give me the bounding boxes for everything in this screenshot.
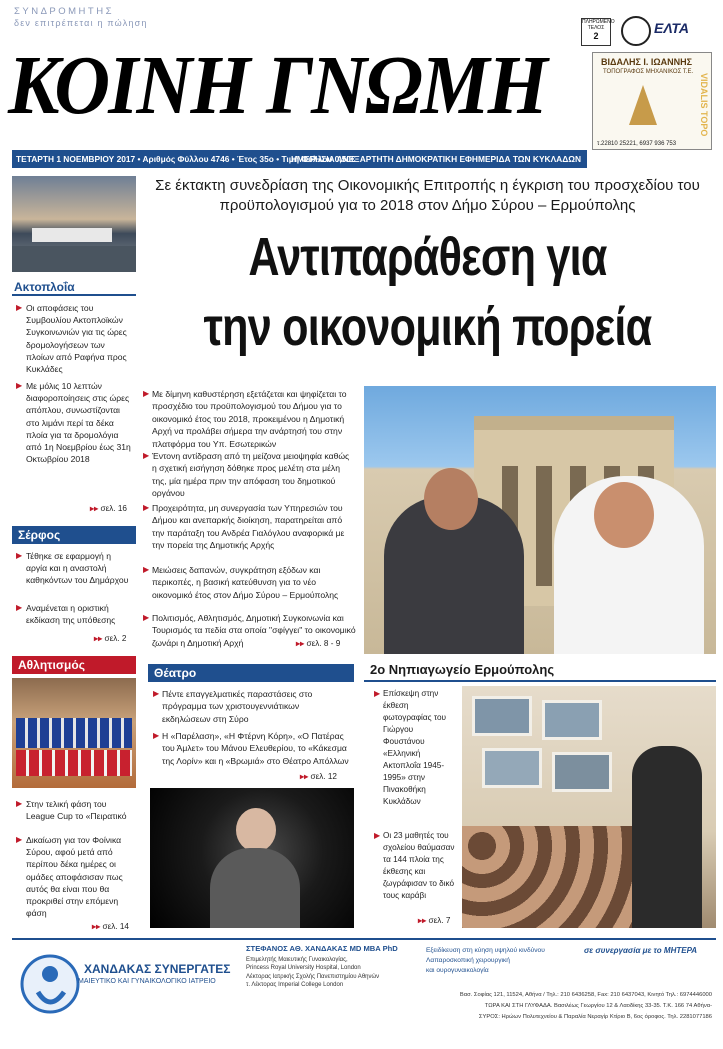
- not-for-sale-label: δεν επιτρέπεται η πώληση: [14, 18, 148, 28]
- credential-line: Επιμελητής Μαιευτικής Γυναικολογίας,: [246, 957, 348, 963]
- doctor-name: ΣΤΕΦΑΝΟΣ ΑΘ. ΧΑΝΔΑΚΑΣ MD MBA PhD: [246, 944, 398, 953]
- surveyor-advertisement[interactable]: [592, 52, 712, 150]
- theatre-item: ▶ Η «Παρέλαση», «Η Φτέρνη Κόρη», «Ο Πατέρας του Άμλετ» του Μάνου Ελευθερίου, το «Κάκεσμα της Λορίν» και η «Βρωμιά» στο Θέατρο Απόλλων: [153, 731, 349, 766]
- actress-body: [210, 848, 300, 928]
- credential-line: Λέκτορας Ιατρικής Σχολής Πανεπιστημίου Αθηνών: [246, 973, 380, 980]
- lead-bullet-text: Με δίμηνη καθυστέρηση εξετάζεται και ψηφίζεται το προσχέδιο του προϋπολογισμού του Δήμου για το οικονομικό έτος του 2018, προκειμένου η Δημοτική Αρχή να προλάβει σήμερα την ανάρτησή του στην πλατφόρμα του Υπ. Εσωτερικών: [152, 389, 347, 449]
- clinic-subtitle: ΜΑΙΕΥΤΙΚΟ ΚΑΙ ΓΥΝΑΙΚΟΛΟΓΙΚΟ ΙΑΤΡΕΙΟ: [78, 978, 216, 985]
- tagline: και ουρογυναικολογία: [426, 967, 489, 974]
- children-exhibition-photo: [462, 686, 716, 928]
- lead-bullet-text: Μειώσεις δαπανών, συγκράτηση εξόδων και περικοπές, η βασική κατεύθυνση για το νέο οικονομικό έτος στον Δήμο Σύρου – Ερμούπολης: [152, 565, 339, 600]
- port-photo: [12, 176, 136, 272]
- kindergarten-text: Οι 23 μαθητές του σχολείου θαύμασαν τα 144 πλοία της έκθεσης και ζωγράφισαν το δικό τους καράβι: [383, 831, 455, 900]
- kindergarten-text: Επίσκεψη στην έκθεση φωτογραφίας του Γιώργου Φουστάνου «Ελληνική Ακτοπλοΐα 1945-1995» στην Πινακοθήκη Κυκλάδων: [383, 689, 446, 806]
- man-right-head: [594, 482, 654, 548]
- lead-bullet: ▶ Με δίμηνη καθυστέρηση εξετάζεται και ψηφίζεται το προσχέδιο του προϋπολογισμού του Δήμου για το οικονομικό έτος του 2018, προκειμένου η Δημοτική Αρχή να προλάβει σήμερα την ανάρτησή του στην πλατφόρμα του Υπ. Εσωτερικών: [143, 389, 347, 449]
- tagline: Λαπαροσκοπική χειρουργική: [426, 957, 510, 964]
- issue-info: ΤΕΤΑΡΤΗ 1 ΝΟΕΜΒΡΙΟΥ 2017 • Αριθμός Φύλλου 4746 • Έτος 35ο • Τιμή Φύλλου 0,50€: [16, 154, 356, 164]
- sports-text: Στην τελική φάση του League Cup το «Πειρατικό: [26, 799, 127, 822]
- page-ref-text: σελ. 8 - 9: [306, 639, 341, 648]
- basketball-team-photo: [12, 678, 136, 788]
- clinic-slogan: σε συνεργασία με το ΜΗΤΕΡΑ: [584, 946, 698, 955]
- sernos-page-ref[interactable]: ▸▸ σελ. 2: [94, 634, 127, 643]
- aktoploia-text: Με μόλις 10 λεπτών διαφοροποίησεις στις ώρες απόπλου, συνωστίζονται στο λιμάνι περί τα δέκα πλοία για τα δρομολόγια από 1η Νοεμβρίου έως 31η Οκτωβρίου 2018: [26, 381, 131, 465]
- ad-phones: τ.22810 25221, 6937 936 753: [597, 141, 677, 147]
- man-left-head: [424, 468, 478, 530]
- page-ref-text: σελ. 12: [310, 772, 337, 781]
- actress-photo: [150, 788, 354, 928]
- address-line: Βασ. Σοφίας 121, 11524, Αθήνα / Τηλ.: 210 6436258, Fax: 210 6437043, Κινητό Τηλ.: 6974446000: [459, 992, 712, 998]
- ad-brand: VIDALIS TOPO: [699, 73, 709, 137]
- kindergarten-item: ▶ Επίσκεψη στην έκθεση φωτογραφίας του Γιώργου Φουστάνου «Ελληνική Ακτοπλοΐα 1945-1995» στην Πινακοθήκη Κυκλάδων: [374, 689, 446, 806]
- theatre-text: Πέντε επαγγελματικές παραστάσεις στο πρόγραμμα των χριστουγεννιάτικων εκδηλώσεων στη Σύρο: [162, 689, 313, 724]
- frame-3: [482, 748, 542, 788]
- surveyor-tripod-icon: [629, 85, 657, 125]
- lead-bullet: ▶ Έντονη αντίδραση από τη μείζονα μειοψηφία καθώς η σχετική εισήγηση δόθηκε προς μελέτη στα μέλη της, μία ημέρα πριν την απόφαση του δημοτικού οργάνου: [143, 451, 350, 499]
- lead-kicker: Σε έκτακτη συνεδρίαση της Οικονομικής Επιτροπής η έγκριση του προσχεδίου του προϋπολογισμού για το 2018 στον Δήμο Σύρου – Ερμούπολης: [155, 177, 700, 214]
- actress-face: [236, 808, 276, 852]
- lead-bullet-text: Προχειρότητα, μη συνεργασία των Υπηρεσιών του Δήμου και ανεπαρκής διοίκηση, παρατηρείται από την παράταξη του Ανδρέα Γιαλόγλου αναφορικά με την πορεία της Δημοτικής Αρχής: [152, 503, 345, 551]
- sports-page-ref[interactable]: ▸▸ σελ. 14: [92, 922, 129, 931]
- ad-name: ΒΙΔΑΛΗΣ Ι. ΙΩΑΝΝΗΣ: [601, 57, 692, 67]
- tagline: Εξειδίκευση στη κύηση υψηλού κινδύνου: [426, 947, 545, 954]
- frame-4: [552, 752, 612, 792]
- headline-line-2: την οικονομική πορεία: [203, 297, 652, 357]
- sports-text: Δικαίωση για τον Φοίνικα Σύρου, αφού μετά από περίπου δέκα ημέρες οι ομάδες αποφάσισαν πως αυτός θα είναι που θα προκριθεί στην επόμενη φάση: [26, 835, 123, 919]
- town-hall-photo: [364, 386, 716, 654]
- newspaper-title: ΚΟΙΝΗ ΓΝΩΜΗ: [8, 39, 547, 132]
- theatre-page-ref[interactable]: ▸▸ σελ. 12: [300, 772, 337, 781]
- aktoploia-item: ▶ Με μόλις 10 λεπτών διαφοροποίησεις στις ώρες απόπλου, συνωστίζονται στο λιμάνι περί τα δέκα πλοία για τα δρομολόγια από 1η Νοεμβρίου έως 31η Οκτωβρίου 2018: [16, 381, 131, 465]
- lead-bullet: ▶ Πολιτισμός, Αθλητισμός, Δημοτική Συγκοινωνία και Τουρισμός τα πεδία στα οποία "σφίγγει" το οικονομικό ζωνάρι η Δημοτική Αρχή: [143, 613, 356, 648]
- page-ref-text: σελ. 2: [104, 634, 127, 643]
- section-theatre-title: Θέατρο: [148, 664, 354, 682]
- postage-stamp: [581, 18, 615, 46]
- kindergarten-page-ref[interactable]: ▸▸ σελ. 7: [418, 916, 451, 925]
- pier-shape: [12, 246, 136, 272]
- clinic-logo-head: [42, 966, 58, 982]
- credential-line: Princess Royal University Hospital, London: [246, 965, 361, 972]
- lead-bullet: ▶ Προχειρότητα, μη συνεργασία των Υπηρεσιών του Δήμου και ανεπαρκής διοίκηση, παρατηρείται από την παράταξη του Ανδρέα Γιαλόγλου αναφορικά με την πορεία της Δημοτικής Αρχής: [143, 503, 345, 551]
- address-line: ΣΥΡΟΣ: Ηρώων Πολυτεχνείου & Παραλία Νεραγίρ Κτίριο Β, 6ος όροφος. Τηλ. 2281077186: [478, 1014, 712, 1020]
- elta-logo: ΕΛΤΑ: [654, 20, 690, 36]
- lead-bullet-text: Έντονη αντίδραση από τη μείζονα μειοψηφία καθώς η σχετική εισήγηση δόθηκε προς μελέτη στα μέλη της, μία ημέρα πριν την απόφαση του δημοτικού οργάνου: [152, 451, 350, 499]
- frame-2: [542, 700, 602, 740]
- credential-line: τ. Λέκτορας Imperial College London: [246, 982, 344, 989]
- sernos-text: Τέθηκε σε εφαρμογή η αργία και η αναστολή καθηκόντων του Δημάρχου: [26, 551, 129, 586]
- aktoploia-item: ▶ Οι αποφάσεις του Συμβουλίου Ακτοπλοϊκών Συγκοινωνιών για τις ώρες δρομολογήσεων των πλοίων από Ραφήνα προς Κυκλάδες: [16, 303, 127, 375]
- lead-page-ref[interactable]: ▸▸ σελ. 8 - 9: [296, 639, 341, 648]
- lead-bullet: ▶ Μειώσεις δαπανών, συγκράτηση εξόδων και περικοπές, η βασική κατεύθυνση για το νέο οικονομικό έτος στον Δήμο Σύρου – Ερμούπολης: [143, 565, 339, 600]
- sports-item: ▶ Δικαίωση για τον Φοίνικα Σύρου, αφού μετά από περίπου δέκα ημέρες οι ομάδες αποφάσισαν πως αυτός θα είναι που θα προκριθεί στην επόμενη φάση: [16, 835, 123, 919]
- page-ref-text: σελ. 7: [428, 916, 451, 925]
- section-kindergarten-title: 2ο Νηπιαγωγείο Ερμούπολης: [364, 660, 716, 682]
- ad-profession: ΤΟΠΟΓΡΑΦΟΣ ΜΗΧΑΝΙΚΟΣ Τ.Ε.: [603, 69, 694, 75]
- section-sports-title: Αθλητισμός: [12, 656, 136, 674]
- frame-1: [472, 696, 532, 736]
- ferry-shape: [32, 228, 112, 242]
- headline-line-1: Αντιπαράθεση για: [248, 227, 607, 287]
- section-aktoploia-title: Ακτοπλοΐα: [12, 278, 136, 296]
- seal-icon: [621, 16, 651, 46]
- dateline-bar: [12, 150, 587, 168]
- clinic-advertisement[interactable]: [12, 938, 716, 1042]
- teacher-figure: [632, 746, 702, 928]
- section-sernos-title: Σέρφος: [12, 526, 136, 544]
- aktoploia-text: Οι αποφάσεις του Συμβουλίου Ακτοπλοϊκών Συγκοινωνιών για τις ώρες δρομολογήσεων των πλοίων από Ραφήνα προς Κυκλάδες: [26, 303, 127, 375]
- children-group: [462, 826, 632, 928]
- theatre-item: ▶ Πέντε επαγγελματικές παραστάσεις στο πρόγραμμα των χριστουγεννιάτικων εκδηλώσεων στη Σύρο: [153, 689, 313, 724]
- kindergarten-item: ▶ Οι 23 μαθητές του σχολείου θαύμασαν τα 144 πλοία της έκθεσης και ζωγράφισαν το δικό τους καράβι: [374, 831, 455, 900]
- clinic-taglines: [426, 946, 545, 976]
- doctor-credentials: [246, 956, 379, 990]
- team-row-front: [16, 750, 132, 776]
- stamp-number: 2: [593, 31, 599, 41]
- theatre-text: Η «Παρέλαση», «Η Φτέρνη Κόρη», «Ο Πατέρας του Άμλετ» του Μάνου Ελευθερίου, το «Κάκεσμα της Λορίν» και η «Βρωμιά» στο Θέατρο Απόλλων: [162, 731, 349, 766]
- paper-tagline: ΗΜΕΡΗΣΙΑ ΑΝΕΞΑΡΤΗΤΗ ΔΗΜΟΚΡΑΤΙΚΗ ΕΦΗΜΕΡΙΔΑ ΤΩΝ ΚΥΚΛΑΔΩΝ: [290, 154, 581, 164]
- address-line: ΤΩΡΑ ΚΑΙ ΣΤΗ ΓΛΥΦΑΔΑ. Βασιλέως Γεωργίου 12 & Λαοδίκης 33-35. Τ.Κ. 166 74 Αθήνα-: [484, 1003, 712, 1009]
- clinic-brand: ΧΑΝΔΑΚΑΣ ΣΥΝΕΡΓΑΤΕΣ: [84, 962, 231, 976]
- lead-headline[interactable]: [198, 222, 658, 362]
- sports-item: ▶ Στην τελική φάση του League Cup το «Πειρατικό: [16, 799, 127, 822]
- subscriber-label: ΣΥΝΔΡΟΜΗΤΗΣ: [14, 6, 114, 17]
- clinic-address: [412, 990, 712, 1023]
- page-ref-text: σελ. 14: [102, 922, 129, 931]
- lead-bullet-text: Πολιτισμός, Αθλητισμός, Δημοτική Συγκοινωνία και Τουρισμός τα πεδία στα οποία "σφίγγει" το οικονομικό ζωνάρι η Δημοτική Αρχή: [152, 613, 356, 648]
- sernos-item: ▶ Αναμένεται η οριστική εκδίκαση της υπόθεσης: [16, 603, 116, 626]
- team-row-back: [16, 718, 132, 748]
- aktoploia-page-ref[interactable]: ▸▸ σελ. 16: [90, 504, 127, 513]
- stamp-text: ΠΛΗΡΩΜΕΝΟ ΤΕΛΟΣ: [582, 19, 615, 31]
- sernos-item: ▶ Τέθηκε σε εφαρμογή η αργία και η αναστολή καθηκόντων του Δημάρχου: [16, 551, 129, 586]
- page-ref-text: σελ. 16: [100, 504, 127, 513]
- sernos-text: Αναμένεται η οριστική εκδίκαση της υπόθεσης: [26, 603, 116, 626]
